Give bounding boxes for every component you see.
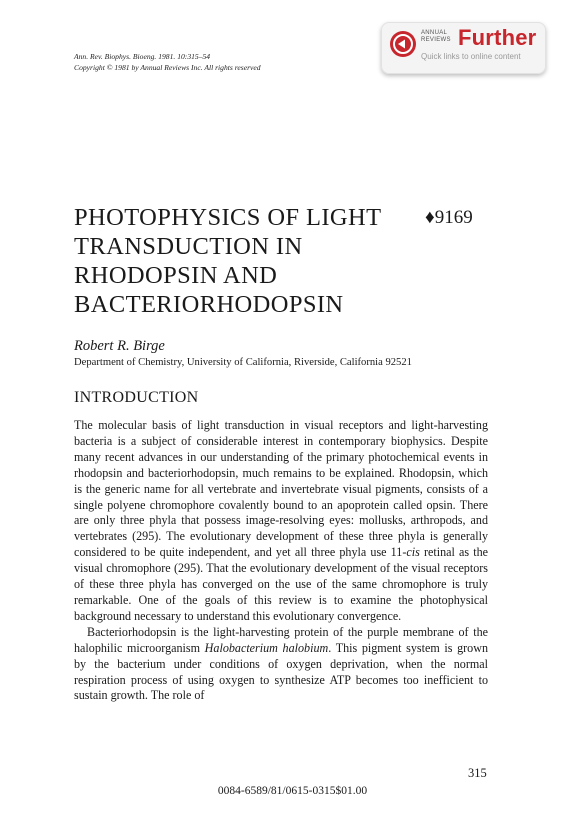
further-title: Further (458, 25, 537, 50)
paragraph-text: Bacteriorhodopsin is the light-harvesting protein of the purple membrane of the halophilic microorganism (74, 624, 488, 655)
body-text (74, 418, 488, 704)
left-arrow-icon (390, 31, 416, 57)
further-annual-reviews-label (421, 30, 451, 44)
further-reviews-word: REVIEWS (421, 37, 451, 43)
article-id: ♦9169 (425, 207, 473, 228)
article-title-line: PHOTOPHYSICS OF LIGHT (74, 204, 382, 231)
paragraph-italic: Halobacterium halobium (204, 640, 329, 655)
paragraph (74, 625, 488, 705)
paragraph-text: The molecular basis of light transduction in visual receptors and light-harvesting bacteria is a subject of considerable interest in contemporary biophysics. Despite many recent advances in our understanding of the primary photochemical events in rhodopsin and bacteriorhodopsin, much remains to be explained. Rhodopsin, which is the generic name for all vertebrate and invertebrate visual pigments, consists of a single polyene chromophore covalently bound to an apoprotein called opsin. There are only three phyla that possess image-resolving eyes: mollusks, arthropods, and vertebrates (295). The evolutionary development of these three phyla is generally considered to be quite independent, and yet all three phyla use 11- (74, 418, 488, 560)
further-logo-circle (390, 31, 416, 57)
paragraph-text: . This pigment system is grown by the bacterium under conditions of oxygen deprivation, when the normal respiration process of using oxygen to synthesize ATP becomes too inefficient to sustain growth. The role of (74, 640, 488, 703)
price-code: 0084-6589/81/0615-0315$01.00 (217, 785, 368, 797)
further-badge[interactable] (381, 22, 546, 74)
article-title-line: BACTERIORHODOPSIN (74, 291, 344, 318)
paragraph (74, 418, 488, 625)
author-name: Robert R. Birge (74, 338, 165, 354)
article-title-line: TRANSDUCTION IN (74, 233, 303, 260)
copyright-line: Copyright © 1981 by Annual Reviews Inc. All rights reserved (74, 63, 261, 72)
article-title (74, 203, 404, 319)
journal-citation (74, 51, 261, 73)
author-affiliation: Department of Chemistry, University of California, Riverside, California 92521 (74, 357, 412, 368)
paragraph-text: retinal as the visual chromophore (295). That the evolutionary development of the visual receptors of these three phyla has converged on the use of the same chromophore is truly remarkable. One of the goals of this review is to examine the photophysical background necessary to understand this evolutionary convergence. (74, 545, 488, 623)
journal-citation-line: Ann. Rev. Biophys. Bioeng. 1981. 10:315–54 (74, 52, 211, 61)
section-heading: INTRODUCTION (74, 389, 199, 406)
paragraph-italic: cis (406, 545, 420, 560)
page-number: 315 (468, 766, 487, 780)
further-tagline: Quick links to online content (421, 52, 521, 61)
further-annual-word: ANNUAL (421, 30, 448, 36)
article-title-line: RHODOPSIN AND (74, 262, 278, 289)
